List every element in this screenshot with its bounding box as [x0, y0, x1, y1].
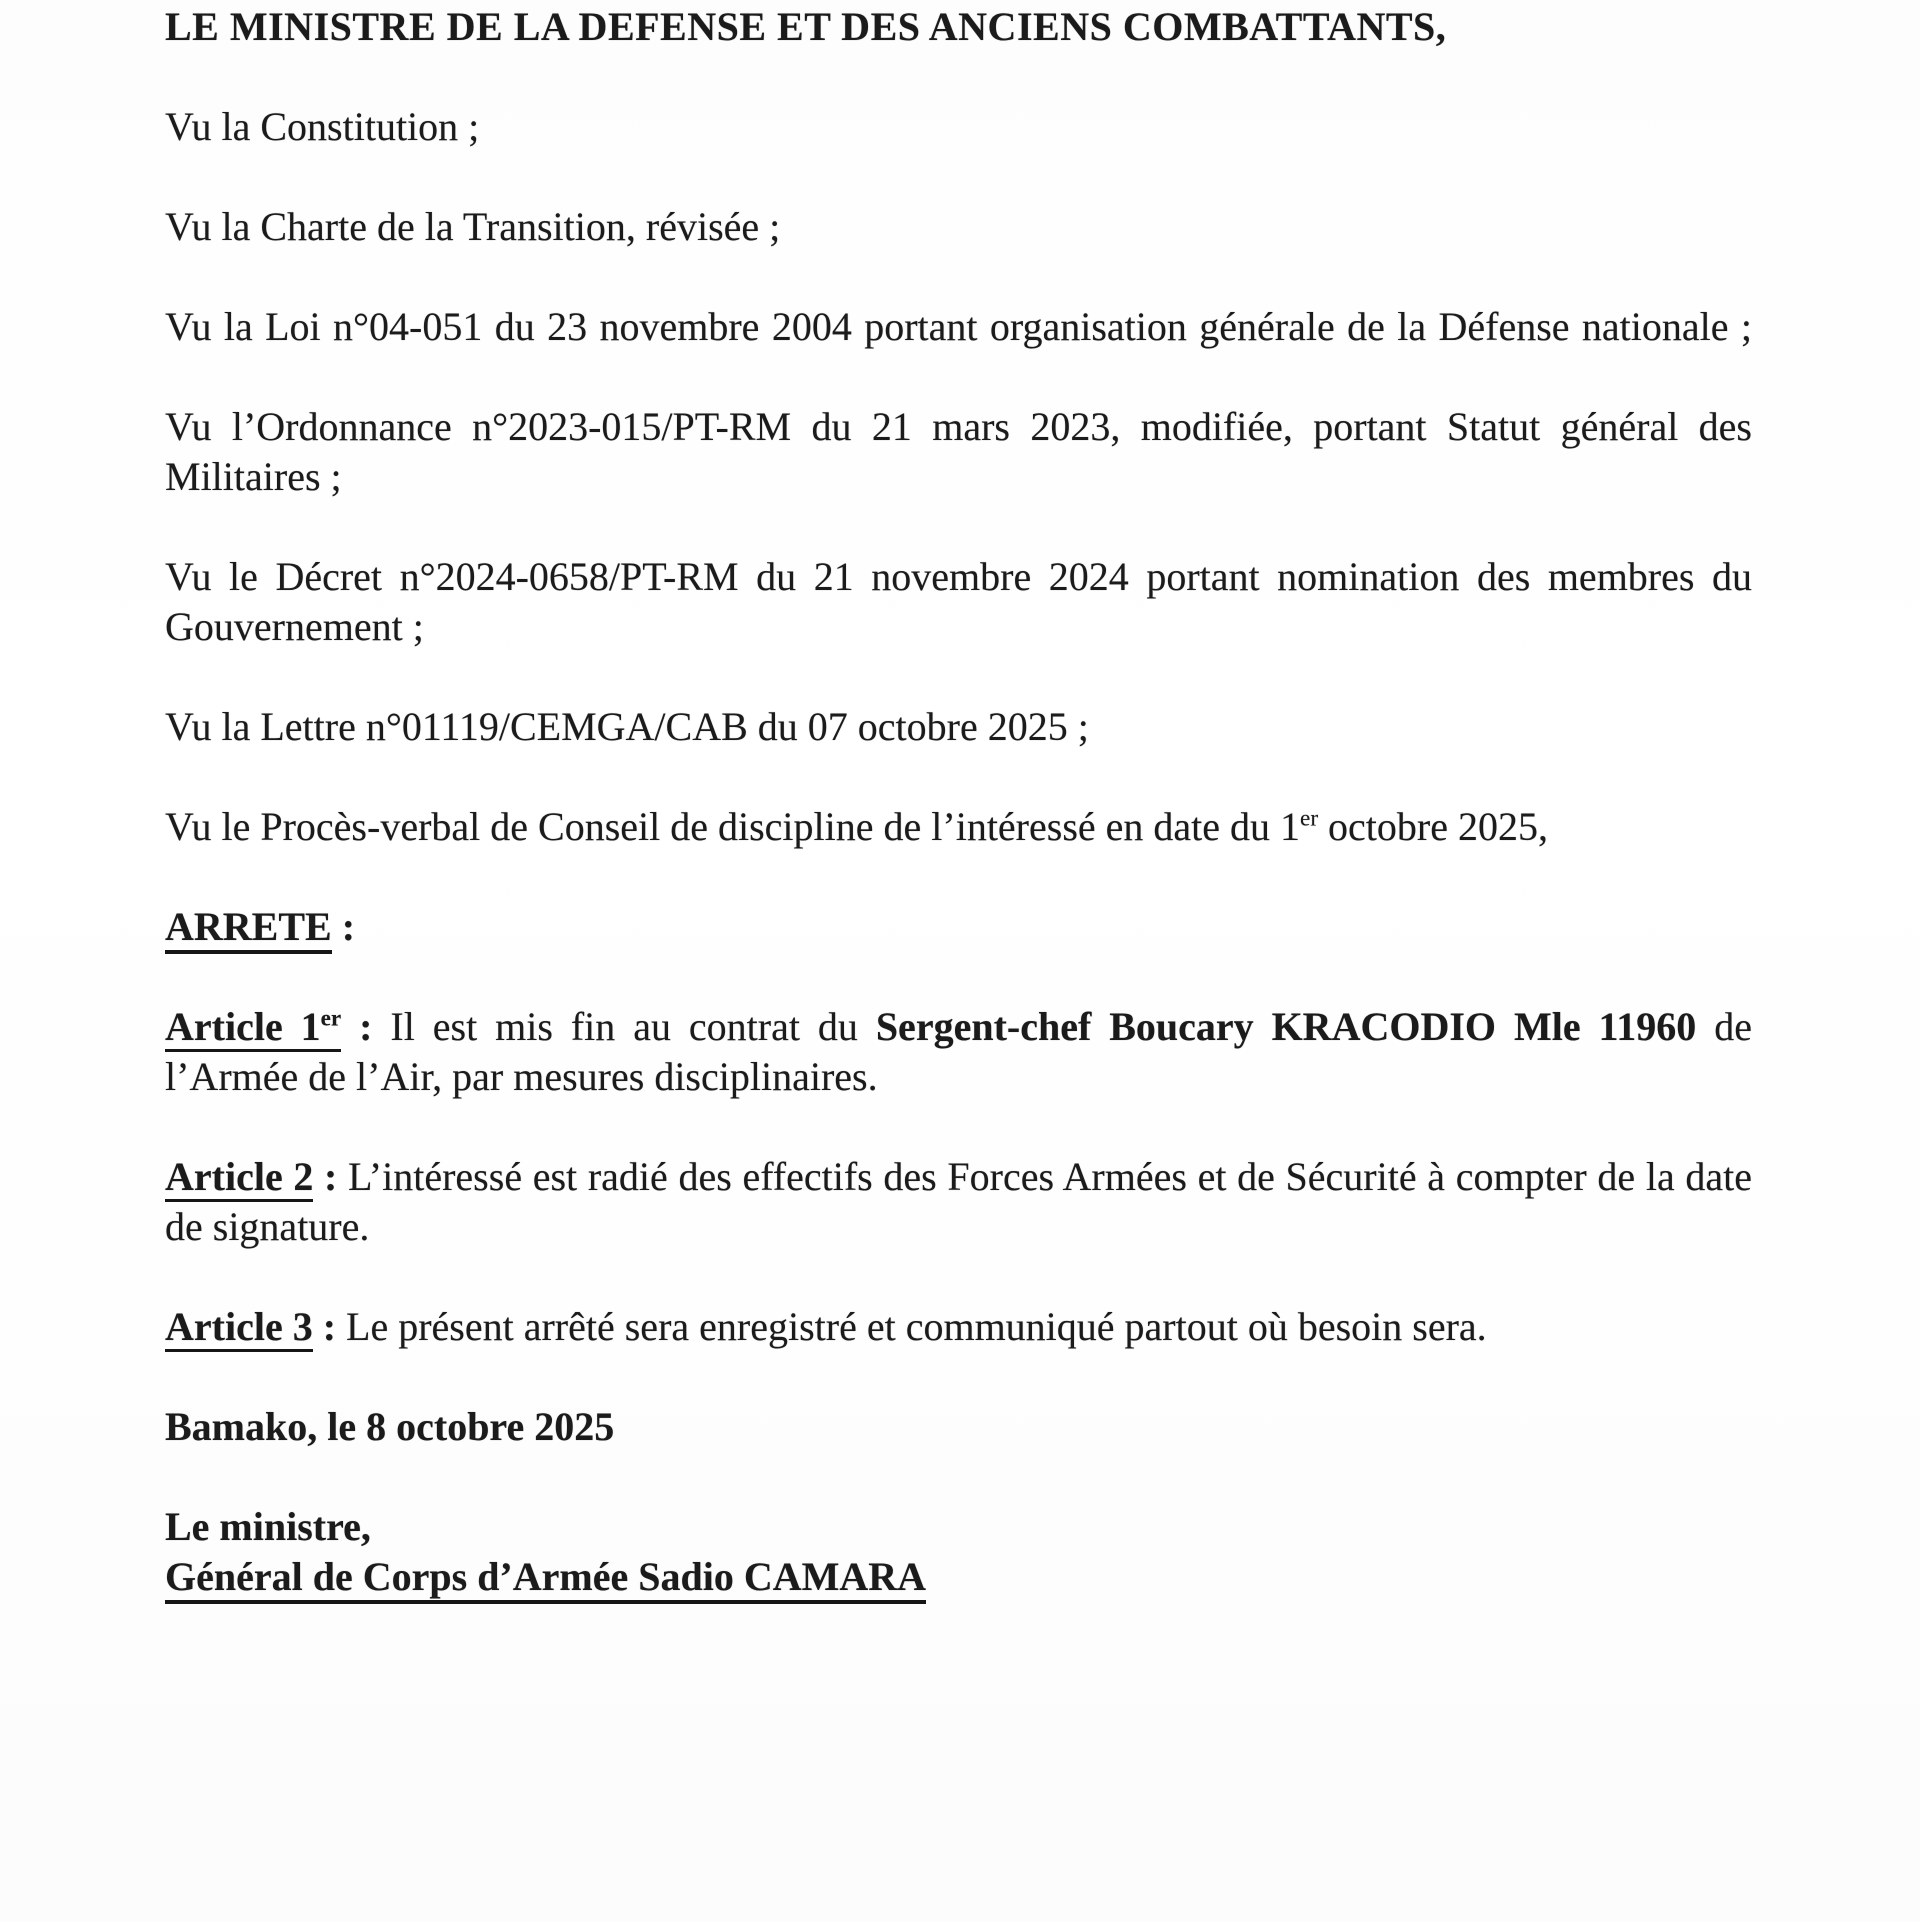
article-1-body-end: de — [1696, 1004, 1752, 1049]
article-1-label-text: Article 1 — [165, 1004, 321, 1049]
article-1 — [165, 1002, 1752, 1102]
arrete-colon: : — [331, 904, 356, 949]
visa-ordonnance-line2: Militaires ; — [165, 454, 342, 499]
article-1-body-start: Il est mis fin au contrat du — [390, 1004, 876, 1049]
article-1-ordinal: er — [320, 1005, 342, 1032]
article-3 — [165, 1302, 1752, 1352]
visa-constitution: Vu la Constitution ; — [165, 104, 480, 149]
article-3-label: Article 3 — [165, 1304, 313, 1352]
article-3-body: Le présent arrêté sera enregistré et communiqué partout où besoin sera. — [346, 1304, 1487, 1349]
signature-role: Le ministre, — [165, 1504, 371, 1549]
article-1-soldier-name: Sergent-chef Boucary KRACODIO Mle 11960 — [875, 1004, 1697, 1049]
visa-charte: Vu la Charte de la Transition, révisée ; — [165, 204, 781, 249]
document-heading: LE MINISTRE DE LA DEFENSE ET DES ANCIENS COMBATTANTS, — [165, 4, 1447, 49]
signature-name-line — [165, 1552, 1752, 1602]
place-and-date: Bamako, le 8 octobre 2025 — [165, 1404, 615, 1449]
visa-decret-line2: Gouvernement ; — [165, 604, 424, 649]
visa-ordonnance-line1: Vu l’Ordonnance n°2023-015/PT-RM du 21 mars 2023, modifiée, portant Statut général des — [165, 404, 1752, 449]
visa-proces-verbal — [165, 802, 1752, 852]
arrete-heading — [165, 902, 1752, 952]
article-2-line2: de signature. — [165, 1204, 370, 1249]
article-2-body: L’intéressé est radié des effectifs des Forces Armées et de Sécurité à compter de la date — [348, 1154, 1752, 1199]
article-2-colon: : — [313, 1154, 349, 1199]
visa-decret — [165, 552, 1752, 652]
article-1-label — [165, 1004, 341, 1052]
arrete-label: ARRETE — [165, 904, 332, 954]
signature-name: Général de Corps d’Armée Sadio CAMARA — [165, 1554, 926, 1604]
visa-proces-verbal-date: octobre 2025, — [1318, 804, 1548, 849]
article-2 — [165, 1152, 1752, 1252]
visa-decret-line1: Vu le Décret n°2024-0658/PT-RM du 21 novembre 2024 portant nomination des membres du — [165, 554, 1752, 599]
article-1-colon: : — [341, 1004, 391, 1049]
article-3-colon: : — [312, 1304, 347, 1349]
visa-ordonnance — [165, 402, 1752, 502]
ordinal-superscript: er — [1300, 805, 1319, 832]
signature-block — [165, 1502, 1752, 1602]
article-1-line2: l’Armée de l’Air, par mesures disciplinaires. — [165, 1054, 878, 1099]
article-2-label: Article 2 — [165, 1154, 313, 1202]
visa-lettre: Vu la Lettre n°01119/CEMGA/CAB du 07 octobre 2025 ; — [165, 704, 1089, 749]
visa-proces-verbal-text: Vu le Procès-verbal de Conseil de discipline de l’intéressé en date du 1 — [165, 804, 1301, 849]
visa-loi: Vu la Loi n°04-051 du 23 novembre 2004 portant organisation générale de la Défense nationale ; — [165, 304, 1752, 349]
article-1-line1 — [165, 1002, 1752, 1052]
article-2-line1 — [165, 1152, 1752, 1202]
